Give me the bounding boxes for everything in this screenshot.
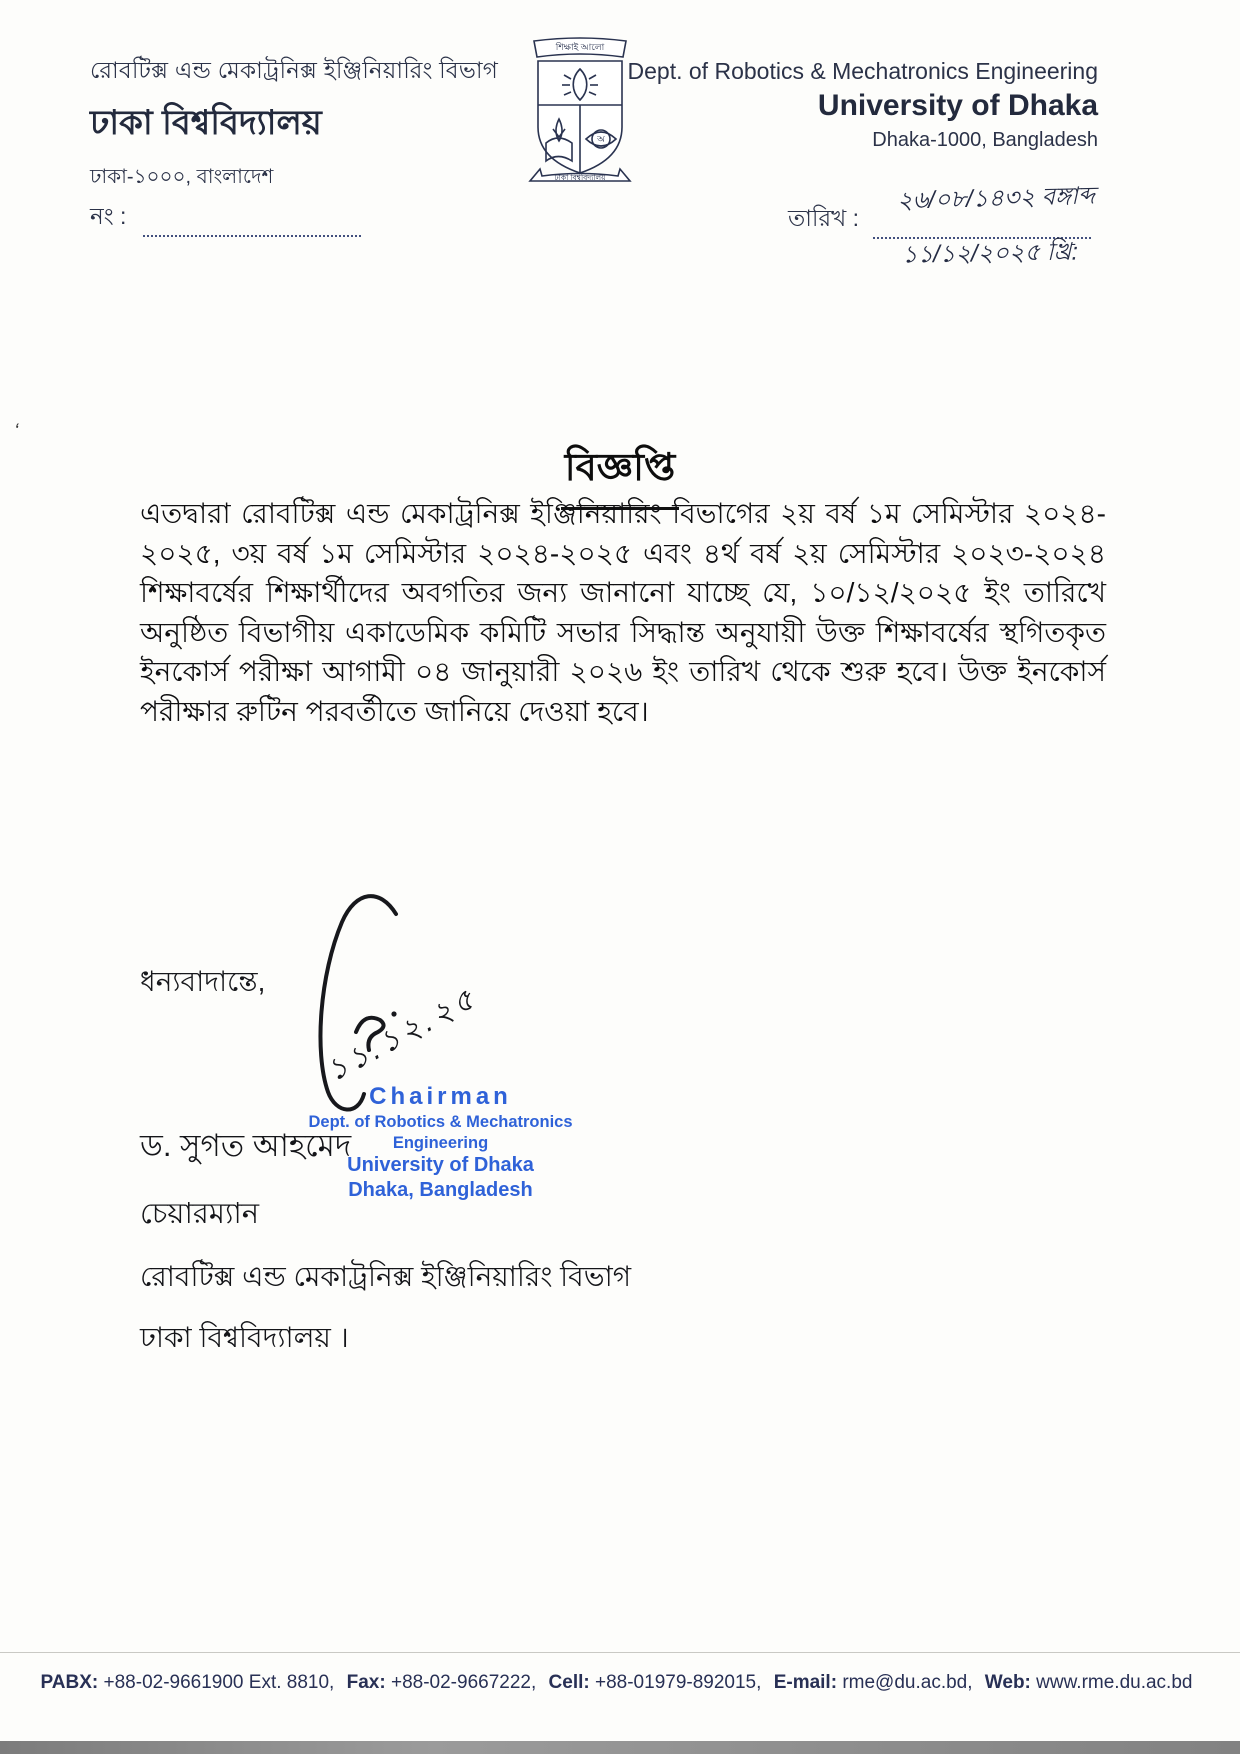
address-en: Dhaka-1000, Bangladesh bbox=[872, 129, 1098, 151]
signatory-role: চেয়ারম্যান bbox=[140, 1198, 260, 1230]
stamp-city: Dhaka, Bangladesh bbox=[348, 1179, 533, 1202]
signatory-university: ঢাকা বিশ্ববিদ্যালয় । bbox=[140, 1322, 349, 1353]
footer-cell-label: Cell: bbox=[548, 1672, 590, 1693]
logo-eye-letter: অ bbox=[597, 134, 605, 144]
university-name-bn: ঢাকা বিশ্ববিদ্যালয় bbox=[90, 104, 322, 142]
footer-pabx bbox=[41, 1672, 335, 1693]
handwritten-date-bangla-era: ২৬/০৮/১৪৩২ বঙ্গাব্দ bbox=[896, 182, 1096, 215]
signatory-name: ড. সুগত আহমেদ bbox=[140, 1128, 352, 1163]
handwritten-date-gregorian: ১১/১২/২০২৫ খ্রি: bbox=[901, 238, 1079, 269]
footer-cell bbox=[549, 1672, 762, 1693]
body-line: ২০২৫, ৩য় বর্ষ ১ম সেমিস্টার ২০২৪-২০২৫ এবং ৪র্থ বর্ষ ২য় সেমিস্টার ২০২৩-২০২৪ bbox=[140, 537, 1106, 569]
footer-web-value: www.rme.du.ac.bd bbox=[1036, 1672, 1193, 1693]
footer-email-value: rme@du.ac.bd, bbox=[842, 1672, 973, 1693]
signature-date-handwritten: ১১.১২.২৫ bbox=[321, 981, 484, 1089]
body-line: এতদ্বারা রোবটিক্স এন্ড মেকাট্রনিক্স ইঞ্জিনিয়ারিং বিভাগের ২য় বর্ষ ১ম সেমিস্টার ২০২৪- bbox=[140, 498, 1106, 529]
footer-contact-line bbox=[0, 1672, 1240, 1694]
signatory-block bbox=[140, 1122, 631, 1363]
scan-artifact-mark: ‘ bbox=[11, 419, 21, 443]
logo-top-ribbon-text: শিক্ষাই আলো bbox=[555, 42, 605, 52]
footer-fax bbox=[347, 1672, 537, 1693]
scan-bottom-edge bbox=[0, 1741, 1240, 1754]
university-name-en: University of Dhaka bbox=[817, 89, 1098, 122]
stamp-university: University of Dhaka bbox=[347, 1154, 534, 1177]
footer-cell-value: +88-01979-892015, bbox=[595, 1672, 762, 1693]
body-line: শিক্ষাবর্ষের শিক্ষার্থীদের অবগতির জন্য জানানো যাচ্ছে যে, ১০/১২/২০২৫ ইং তারিখে bbox=[140, 577, 1106, 608]
stamp-dept: Dept. of Robotics & Mechatronics Engineering bbox=[308, 1113, 573, 1152]
logo-bottom-ribbon-text: ঢাকা বিশ্ববিদ্যালয় bbox=[554, 173, 606, 182]
dept-name-bn: রোবটিক্স এন্ড মেকাট্রনিক্স ইঞ্জিনিয়ারিং বিভাগ bbox=[90, 57, 498, 83]
address-bn: ঢাকা-১০০০, বাংলাদেশ bbox=[90, 166, 274, 188]
body-line: পরীক্ষার রুটিন পরবর্তীতে জানিয়ে দেওয়া হবে। bbox=[140, 695, 649, 727]
ref-label: নং : bbox=[90, 203, 127, 229]
ref-number-dotted-line bbox=[143, 217, 361, 237]
footer-email bbox=[774, 1672, 973, 1693]
signatory-dept: রোবটিক্স এন্ড মেকাট্রনিক্স ইঞ্জিনিয়ারিং বিভাগ bbox=[140, 1261, 632, 1292]
header-left-block bbox=[90, 52, 510, 195]
date-label: তারিখ : bbox=[788, 205, 860, 231]
footer-pabx-value: +88-02-9661900 Ext. 8810, bbox=[103, 1672, 335, 1693]
dept-name-en: Dept. of Robotics & Mechatronics Engineering bbox=[627, 58, 1098, 84]
footer-email-label: E-mail: bbox=[773, 1672, 838, 1693]
notice-title: বিজ্ঞপ্তি bbox=[561, 438, 680, 510]
footer-web bbox=[985, 1672, 1193, 1693]
ref-number-row bbox=[90, 198, 361, 237]
footer-fax-label: Fax: bbox=[346, 1672, 386, 1693]
footer-pabx-label: PABX: bbox=[40, 1672, 99, 1693]
header-right-block bbox=[618, 58, 1098, 152]
stamp-title: Chairman bbox=[369, 1083, 512, 1110]
footer-web-label: Web: bbox=[984, 1672, 1031, 1693]
footer-fax-value: +88-02-9667222, bbox=[390, 1672, 537, 1693]
closing-thanks: ধন্যবাদান্তে, bbox=[140, 966, 266, 997]
footer-divider bbox=[0, 1652, 1240, 1653]
body-line: ইনকোর্স পরীক্ষা আগামী ০৪ জানুয়ারী ২০২৬ ইং তারিখ থেকে শুরু হবে। উক্ত ইনকোর্স bbox=[140, 656, 1106, 687]
body-line: অনুষ্ঠিত বিভাগীয় একাডেমিক কমিটি সভার সিদ্ধান্ত অনুযায়ী উক্ত শিক্ষাবর্ষের স্থগিতকৃত bbox=[140, 616, 1106, 648]
notice-body bbox=[140, 494, 1106, 731]
